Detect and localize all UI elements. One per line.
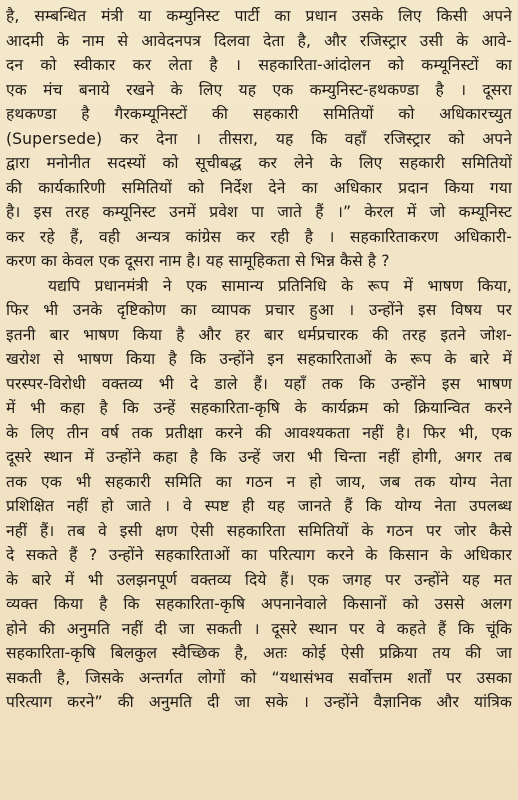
text-line: (Supersede) कर देना । तीसरा, यह कि वहाँ रजिस्ट्रार को अपने (6, 129, 512, 148)
text-line: नहीं हैं। तब वे इसी क्षण ऐसी सहकारिता समितियों के गठन पर जोर कैसे (6, 521, 512, 540)
text-line: खरोश से भाषण किया है कि उन्होंने इन सहकारिताओं के रूप के बारे में (6, 350, 512, 368)
text-line: फिर भी उनके दृष्टिकोण का व्यापक प्रचार हुआ । उन्होंने इस विषय पर (6, 301, 512, 319)
text-line: तक एक भी सहकारी समिति का गठन न हो जाय, जब तक योग्य नेता (6, 472, 512, 491)
text-line: परित्याग करने” की अनुमति दी जा सके । उन्होंने वैज्ञानिक और यांत्रिक (6, 693, 512, 711)
text-line: आदमी के नाम से आवेदनपत्र दिलवा देता है, और रजिस्ट्रार उसी के आवे- (6, 31, 512, 50)
paragraph-2 (6, 274, 512, 715)
text-line: व्यक्त किया है कि सहकारिता-कृषि अपनानेवाले किसानों को उससे अलग (6, 595, 512, 613)
text-line-first: यद्यपि प्रधानमंत्री ने एक सामान्य प्रतिनिधि के रूप में भाषण किया, (48, 276, 512, 295)
text-line: द्वारा मनोनीत सदस्यों को सूचीबद्ध कर लेने के लिए सहकारी समितियों (6, 154, 512, 172)
text-line: के बारे में भी उलझनपूर्ण वक्तव्य दिये हैं। एक जगह पर उन्होंने यह मत (6, 570, 512, 589)
text-line: दन को स्वीकार कर लेता है । सहकारिता-आंदोलन को कम्यूनिस्टों का (6, 56, 512, 74)
text-line: कर रहे हैं, वही अन्यत्र कांग्रेस कर रही है । सहकारिताकरण अधिकारी- (6, 227, 512, 246)
text-line: प्रशिक्षित नहीं हो जाते । वे स्पष्ट ही यह जानते हैं कि योग्य नेता उपलब्ध (6, 497, 512, 515)
text-line: दे सकते हैं ? उन्होंने सहकारिताओं का परित्याग करने के किसान के अधिकार (6, 546, 512, 564)
paragraph-1 (6, 4, 512, 274)
text-line: की कार्यकारिणी समितियों को निर्देश देने का अधिकार प्रदान किया गया (6, 178, 512, 197)
text-line: होने की अनुमति नहीं दी जा सकती । दूसरे स्थान पर वे कहते हैं कि चूंकि (6, 619, 512, 638)
text-line: के लिए तीन वर्ष तक प्रतीक्षा करने की आवश्यकता नहीं है। फिर भी, एक (6, 423, 512, 442)
text-line: है, सम्बन्धित मंत्री या कम्युनिस्ट पार्टी का प्रधान उसके लिए किसी अपने (6, 7, 512, 25)
text-line: इतनी बार भाषण किया है और हर बार धर्मप्रचारक की तरह इतने जोश- (6, 325, 512, 344)
text-line: एक मंच बनाये रखने के लिए यह एक कम्युनिस्ट-हथकण्डा है । दूसरा (6, 80, 512, 99)
text-line: परस्पर-विरोधी वक्तव्य भी दे डाले हैं। यहाँ तक कि उन्होंने इस भाषण (6, 374, 512, 393)
text-line: सहकारिता-कृषि बिलकुल स्वैच्छिक है, अतः कोई ऐसी प्रक्रिया तय की जा (6, 644, 512, 662)
text-line-last: करण का केवल एक दूसरा नाम है। यह सामूहिकता से भिन्न कैसे है ? (6, 252, 390, 270)
text-line: है। इस तरह कम्यूनिस्ट उनमें प्रवेश पा जाते हैं ।” केरल में जो कम्यूनिस्ट (6, 203, 512, 221)
text-line: सकती है, जिसके अन्तर्गत लोगों को “यथासंभव सर्वोत्तम शर्तों पर उसका (6, 668, 512, 687)
text-line: हथकण्डा है गैरकम्यूनिस्टों की सहकारी समितियों को अधिकारच्युत (6, 105, 512, 123)
text-line: दूसरे स्थान में उन्होंने कहा है कि उन्हें जरा भी चिन्ता नहीं होगी, अगर तब (6, 448, 512, 466)
text-line: में भी कहा है कि उन्हें सहकारिता-कृषि के कार्यक्रम को क्रियान्वित करने (6, 399, 512, 417)
